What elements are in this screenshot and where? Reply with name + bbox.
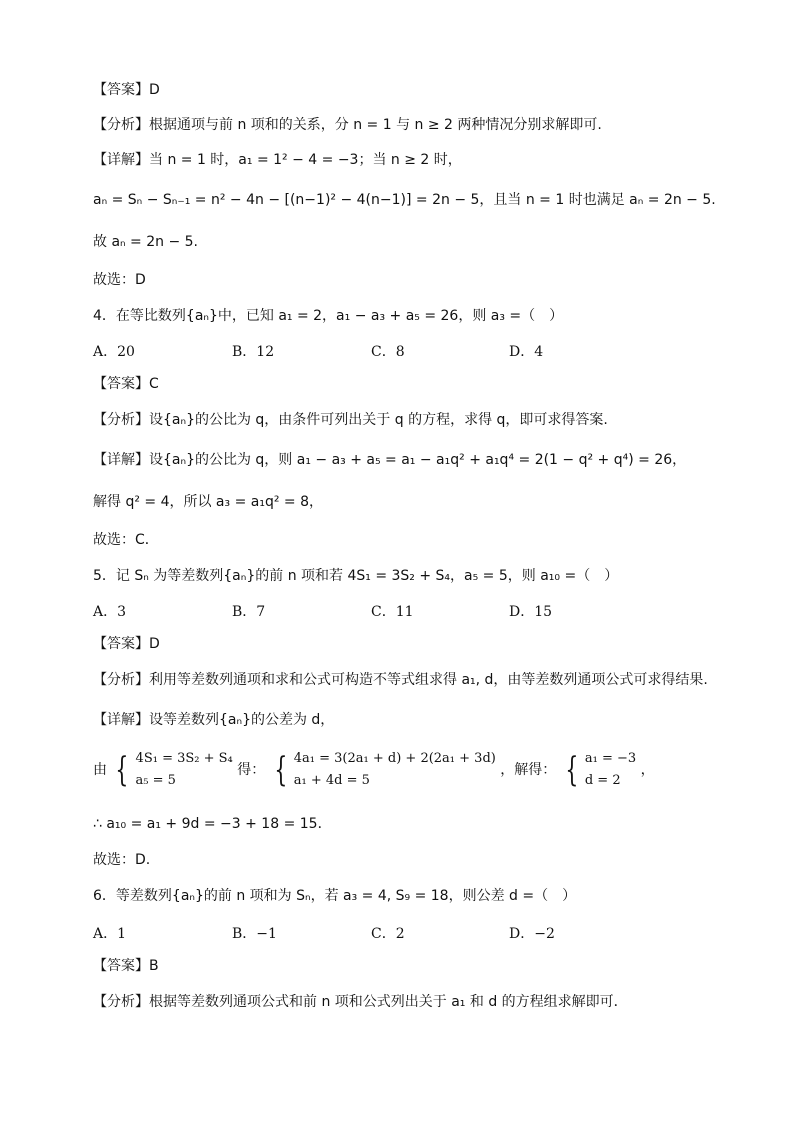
answer-q4: 【答案】C (93, 376, 159, 392)
option-q6-c: C．2 (371, 926, 405, 942)
solution-q3-conclusion: 故 aₙ = 2n − 5. (93, 234, 199, 250)
system-3-line-1: a₁ = −3 (584, 751, 637, 766)
system-prefix: 由 (93, 762, 107, 778)
option-q4-b: B．12 (232, 344, 275, 360)
analysis-q4: 【分析】设{aₙ}的公比为 q，由条件可列出关于 q 的方程，求得 q，即可求得答案. (93, 412, 608, 428)
question-4: 4．在等比数列{aₙ}中，已知 a₁ = 2，a₁ − a₃ + a₅ = 26，则 a₃ =（ ） (93, 308, 564, 324)
solution-q5-result: ∴ a₁₀ = a₁ + 9d = −3 + 18 = 15． (93, 816, 332, 832)
equation-system-q5 (93, 748, 655, 792)
system-1-line-2: a₅ = 5 (135, 773, 176, 788)
system-end: ， (640, 762, 655, 778)
solution-q4: 【详解】设{aₙ}的公比为 q，则 a₁ − a₃ + a₅ = a₁ − a₁q² + a₁q⁴ = 2(1 − q² + q⁴) = 26， (93, 452, 687, 468)
system-solve: ，解得： (500, 762, 557, 778)
choice-q5: 故选：D. (93, 852, 151, 868)
left-brace-1: { (115, 750, 129, 790)
choice-q4: 故选：C． (93, 532, 159, 548)
option-q5-d: D．15 (509, 604, 553, 620)
analysis-q3: 【分析】根据通项与前 n 项和的关系，分 n = 1 与 n ≥ 2 两种情况分别求解即可. (93, 117, 602, 133)
system-mid: 得： (237, 762, 266, 778)
system-2-line-2: a₁ + 4d = 5 (293, 773, 370, 788)
system-2 (294, 748, 496, 792)
system-2-line-1: 4a₁ = 3(2a₁ + d) + 2(2a₁ + 3d) (293, 751, 496, 766)
option-q4-c: C．8 (371, 344, 405, 360)
system-1-line-1: 4S₁ = 3S₂ + S₄ (135, 751, 233, 766)
solution-q5: 【详解】设等差数列{aₙ}的公差为 d， (93, 712, 335, 728)
analysis-q5: 【分析】利用等差数列通项和求和公式可构造不等式组求得 a₁, d，由等差数列通项公式可求得结果. (93, 672, 708, 688)
answer-q3: 【答案】D (93, 82, 160, 98)
solution-q3: 【详解】当 n = 1 时，a₁ = 1² − 4 = −3；当 n ≥ 2 时， (93, 152, 462, 168)
option-q4-a: A．20 (93, 344, 135, 360)
analysis-q6: 【分析】根据等差数列通项公式和前 n 项和公式列出关于 a₁ 和 d 的方程组求解即可． (93, 994, 628, 1010)
system-3 (585, 748, 636, 792)
option-q5-c: C．11 (371, 604, 414, 620)
choice-q3: 故选：D (93, 272, 146, 288)
solution-q3-formula: aₙ = Sₙ − Sₙ₋₁ = n² − 4n − [(n−1)² − 4(n−1)] = 2n − 5，且当 n = 1 时也满足 aₙ = 2n − 5. (93, 192, 716, 208)
option-q6-d: D．−2 (509, 926, 555, 942)
system-3-line-2: d = 2 (584, 773, 621, 788)
left-brace-2: { (274, 750, 287, 790)
option-q4-d: D．4 (509, 344, 544, 360)
question-6: 6．等差数列{aₙ}的前 n 项和为 Sₙ，若 a₃ = 4, S₉ = 18，则公差 d =（ ） (93, 888, 577, 904)
option-q6-b: B．−1 (232, 926, 277, 942)
left-brace-3: { (565, 750, 579, 790)
solution-q4-result: 解得 q² = 4，所以 a₃ = a₁q² = 8， (93, 494, 323, 510)
option-q5-b: B．7 (232, 604, 266, 620)
option-q5-a: A．3 (93, 604, 127, 620)
system-1 (136, 748, 233, 792)
answer-q5: 【答案】D (93, 636, 160, 652)
answer-q6: 【答案】B (93, 958, 159, 974)
question-5: 5．记 Sₙ 为等差数列{aₙ}的前 n 项和若 4S₁ = 3S₂ + S₄，a₅ = 5，则 a₁₀ =（ ） (93, 568, 619, 584)
option-q6-a: A．1 (93, 926, 127, 942)
